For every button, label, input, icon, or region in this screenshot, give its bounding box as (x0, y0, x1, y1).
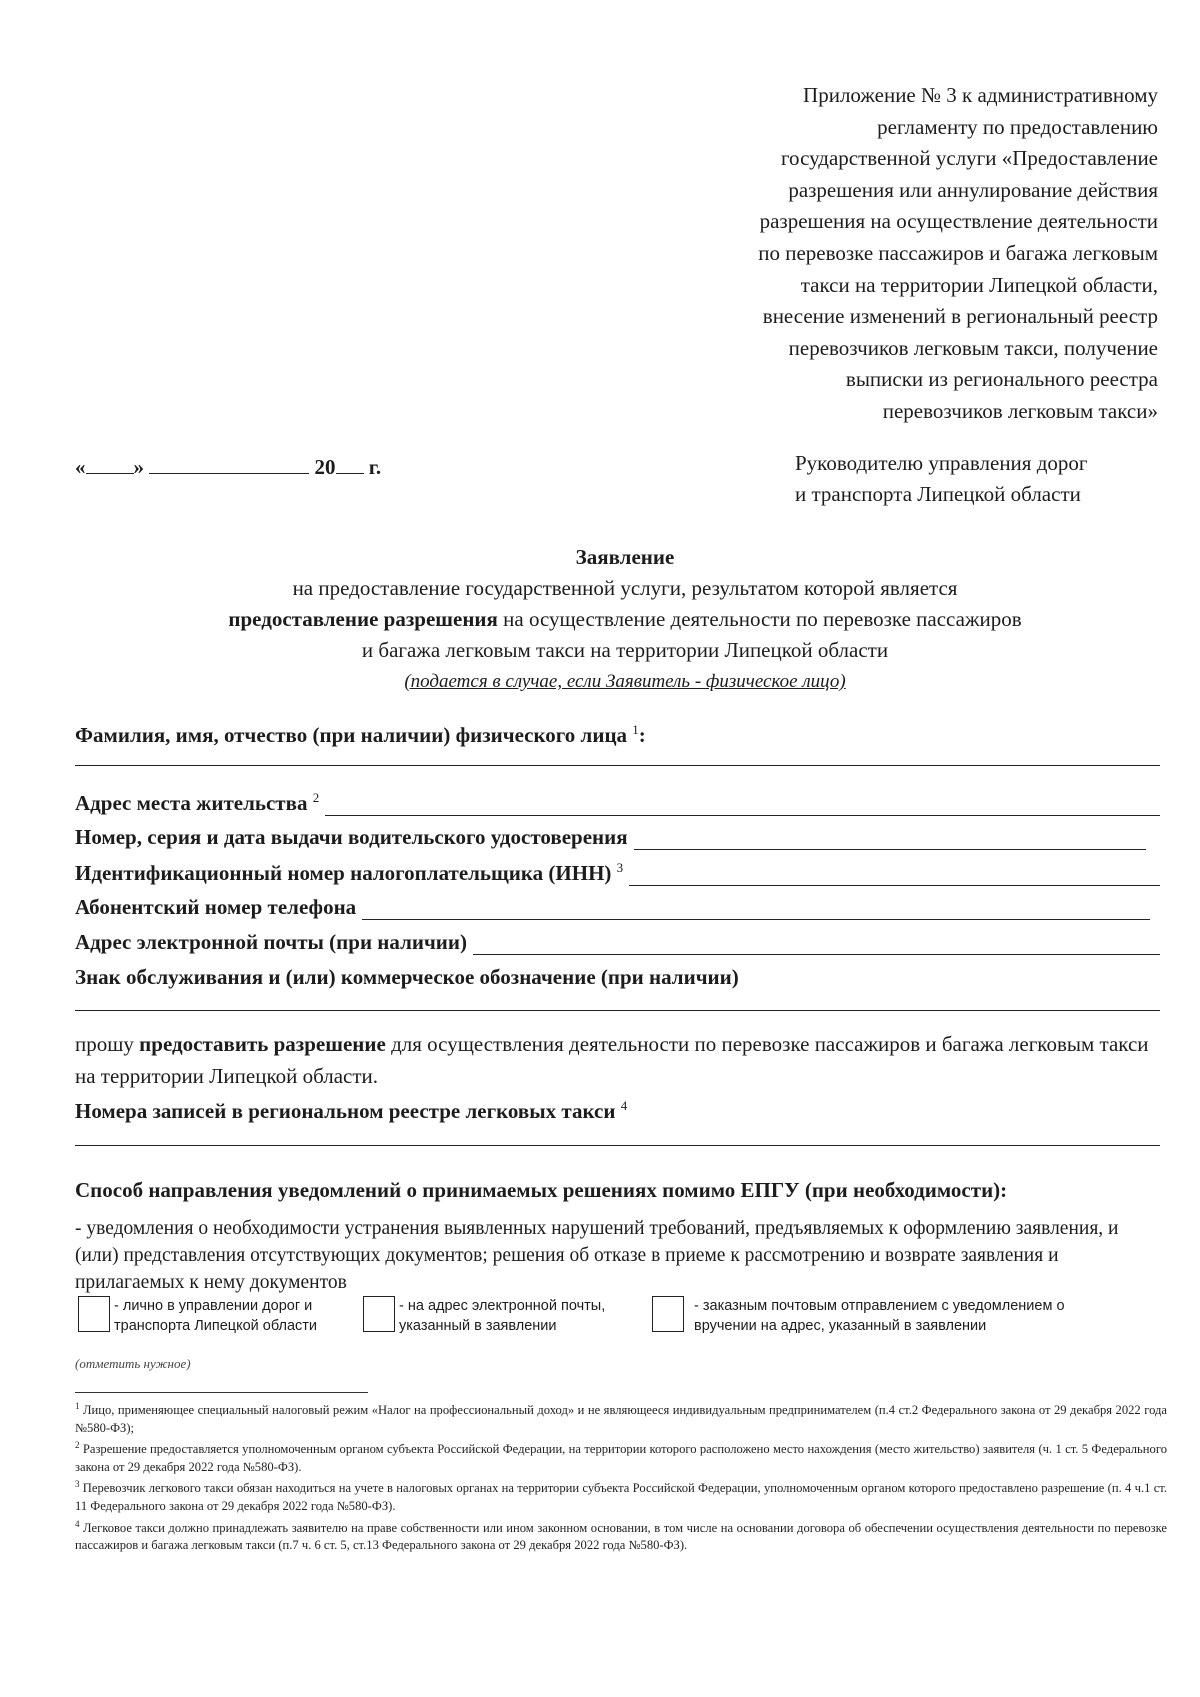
option-label-line: - лично в управлении дорог и (114, 1298, 313, 1314)
notification-method-text: - уведомления о необходимости устранения выявленных нарушений требований, предъявляемых к оформлению заявления, и (или) представления отсутствующих документов; решения об отказе в приеме к рассмотрению и возврате заявления и прилагаемых к нему документов (75, 1218, 1119, 1293)
request-prefix: прошу (75, 1032, 140, 1056)
option-registered-mail[interactable] (652, 1296, 1065, 1336)
footnote (75, 1437, 1167, 1476)
option-label-line: вручении на адрес, указанный в заявлении (694, 1318, 987, 1334)
request-rest: для осуществления деятельности по перевозке пассажиров и багажа легковым такси на территории Липецкой области. (75, 1032, 1149, 1088)
email-input-line[interactable] (473, 932, 1160, 955)
recipient-line: и транспорта Липецкой области (795, 482, 1081, 506)
option-email[interactable] (363, 1296, 605, 1336)
footnote-number: 3 (75, 1479, 80, 1490)
footnote (75, 1398, 1167, 1437)
footnote-separator (75, 1392, 368, 1393)
date-line (75, 455, 381, 480)
day-field[interactable] (86, 455, 134, 474)
registry-label (75, 1098, 627, 1124)
title-note: (подается в случае, если Заявитель - физическое лицо) (404, 671, 846, 692)
option-label-line: транспорта Липецкой области (114, 1318, 318, 1334)
appendix-line: разрешения или аннулирование действия (788, 177, 1158, 202)
registry-row (75, 1098, 1160, 1124)
title-rest-part: на осуществление деятельности по перевозке пассажиров (497, 607, 1022, 631)
brand-input-line[interactable] (75, 1010, 1160, 1011)
title-line: на предоставление государственной услуги, результатом которой является (292, 576, 958, 600)
footnote (75, 1476, 1167, 1515)
license-input-line[interactable] (634, 827, 1146, 850)
fio-label-text: Фамилия, имя, отчество (при наличии) физического лица (75, 723, 628, 747)
footnote-ref: 1 (632, 722, 639, 737)
fio-colon: : (638, 723, 646, 747)
footnote-number: 4 (75, 1518, 80, 1529)
checkbox[interactable] (652, 1296, 684, 1332)
footnote-text: Перевозчик легкового такси обязан находиться на учете в налоговых органах на территории субъекта Российской Федерации, уполномоченным органом которого предоставлено разрешение (п. 4 ч.1 ст. 11 Федерального закона от 29 декабря 2022 года №580-ФЗ). (75, 1481, 1167, 1514)
brand-row (75, 965, 1160, 990)
appendix-line: государственной услуги «Предоставление (780, 146, 1158, 171)
brand-label: Знак обслуживания и (или) коммерческое обозначение (при наличии) (75, 965, 739, 989)
appendix-line: регламенту по предоставлению (877, 114, 1158, 139)
title-bold-part: предоставление разрешения (228, 607, 498, 631)
year-suffix: г. (368, 455, 382, 479)
document-title (75, 542, 1175, 697)
phone-label: Абонентский номер телефона (75, 895, 357, 919)
footnote-text: Разрешение предоставляется уполномоченным органом субъекта Российской Федерации, на территории которого расположено место нахождения (место жительство) заявителя (ч. 1 ст. 5 Федерального закона от 29 декабря 2022 года №580-ФЗ). (75, 1442, 1167, 1474)
option-label (694, 1296, 1065, 1336)
month-field[interactable] (149, 455, 309, 474)
request-paragraph (75, 1028, 1165, 1092)
recipient-block (795, 448, 1175, 510)
year-field[interactable] (336, 455, 364, 474)
address-input-line[interactable] (325, 793, 1160, 816)
fio-label-row (75, 722, 1160, 748)
footnote-number: 2 (75, 1440, 80, 1451)
appendix-line: внесение изменений в региональный реестр (762, 304, 1158, 329)
footnotes (75, 1398, 1167, 1555)
phone-row (75, 895, 1160, 920)
appendix-line: перевозчиков легковым такси» (882, 398, 1158, 423)
email-label: Адрес электронной почты (при наличии) (75, 930, 467, 954)
option-label-line: указанный в заявлении (399, 1318, 557, 1334)
checkbox[interactable] (363, 1296, 395, 1332)
inn-row (75, 860, 1160, 886)
address-row (75, 790, 1160, 816)
request-bold: предоставить разрешение (139, 1032, 386, 1056)
year-prefix: 20 (314, 455, 336, 479)
footnote-ref: 3 (616, 860, 624, 875)
appendix-reference (640, 80, 1158, 428)
phone-input-line[interactable] (362, 897, 1150, 920)
inn-label (75, 860, 623, 886)
email-row (75, 930, 1160, 955)
option-label-line: - на адрес электронной почты, (399, 1298, 606, 1314)
address-label (75, 790, 319, 816)
appendix-line: такси на территории Липецкой области, (800, 272, 1158, 297)
option-label (114, 1296, 317, 1336)
footnote-text: Лицо, применяющее специальный налоговый режим «Налог на профессиональный доход» и не являющееся индивидуальным предпринимателем (п.4 ст.2 Федерального закона от 29 декабря 2022 года №580-ФЗ); (75, 1403, 1167, 1435)
address-label-text: Адрес места жительства (75, 791, 308, 815)
license-row (75, 825, 1160, 850)
option-label (399, 1296, 605, 1336)
title-heading: Заявление (575, 545, 675, 569)
footnote (75, 1516, 1167, 1555)
title-line: и багажа легковым такси на территории Липецкой области (361, 638, 889, 662)
appendix-line: разрешения на осуществление деятельности (759, 209, 1158, 234)
license-label: Номер, серия и дата выдачи водительского удостоверения (75, 825, 628, 849)
option-in-person[interactable] (78, 1296, 317, 1336)
footnote-ref: 2 (312, 790, 320, 805)
inn-input-line[interactable] (629, 863, 1160, 886)
date-close-quote: » (133, 455, 144, 479)
appendix-line: Приложение № 3 к административному (803, 83, 1158, 107)
checkbox[interactable] (78, 1296, 110, 1332)
option-label-line: - заказным почтовым отправлением с уведомлением о (694, 1298, 1065, 1314)
recipient-line: Руководителю управления дорог (795, 451, 1088, 475)
registry-input-line[interactable] (75, 1145, 1160, 1146)
date-open-quote: « (75, 455, 86, 479)
title-line (75, 604, 1175, 635)
mark-required-note: (отметить нужное) (75, 1356, 191, 1371)
inn-label-text: Идентификационный номер налогоплательщика (ИНН) (75, 861, 612, 885)
appendix-line: выписки из регионального реестра (845, 367, 1158, 392)
fio-label (75, 722, 646, 748)
footnote-number: 1 (75, 1401, 80, 1411)
footnote-ref: 4 (620, 1098, 628, 1113)
fio-input-line[interactable] (75, 765, 1160, 766)
footnote-text: Легковое такси должно принадлежать заявителю на праве собственности или ином законном основании, в том числе на основании договора об обеспечении осуществления деятельности по перевозке пассажиров и багажа легковым такси (п.7 ч. 6 ст. 5, ст.13 Федерального закона от 29 декабря 2022 года №580-ФЗ). (75, 1520, 1167, 1553)
appendix-line: по перевозке пассажиров и багажа легковым (758, 240, 1158, 265)
notification-method-heading: Способ направления уведомлений о принимаемых решениях помимо ЕПГУ (при необходимости): (75, 1178, 1008, 1202)
registry-label-text: Номера записей в региональном реестре легковых такси (75, 1099, 616, 1123)
appendix-line: перевозчиков легковым такси, получение (788, 335, 1158, 360)
